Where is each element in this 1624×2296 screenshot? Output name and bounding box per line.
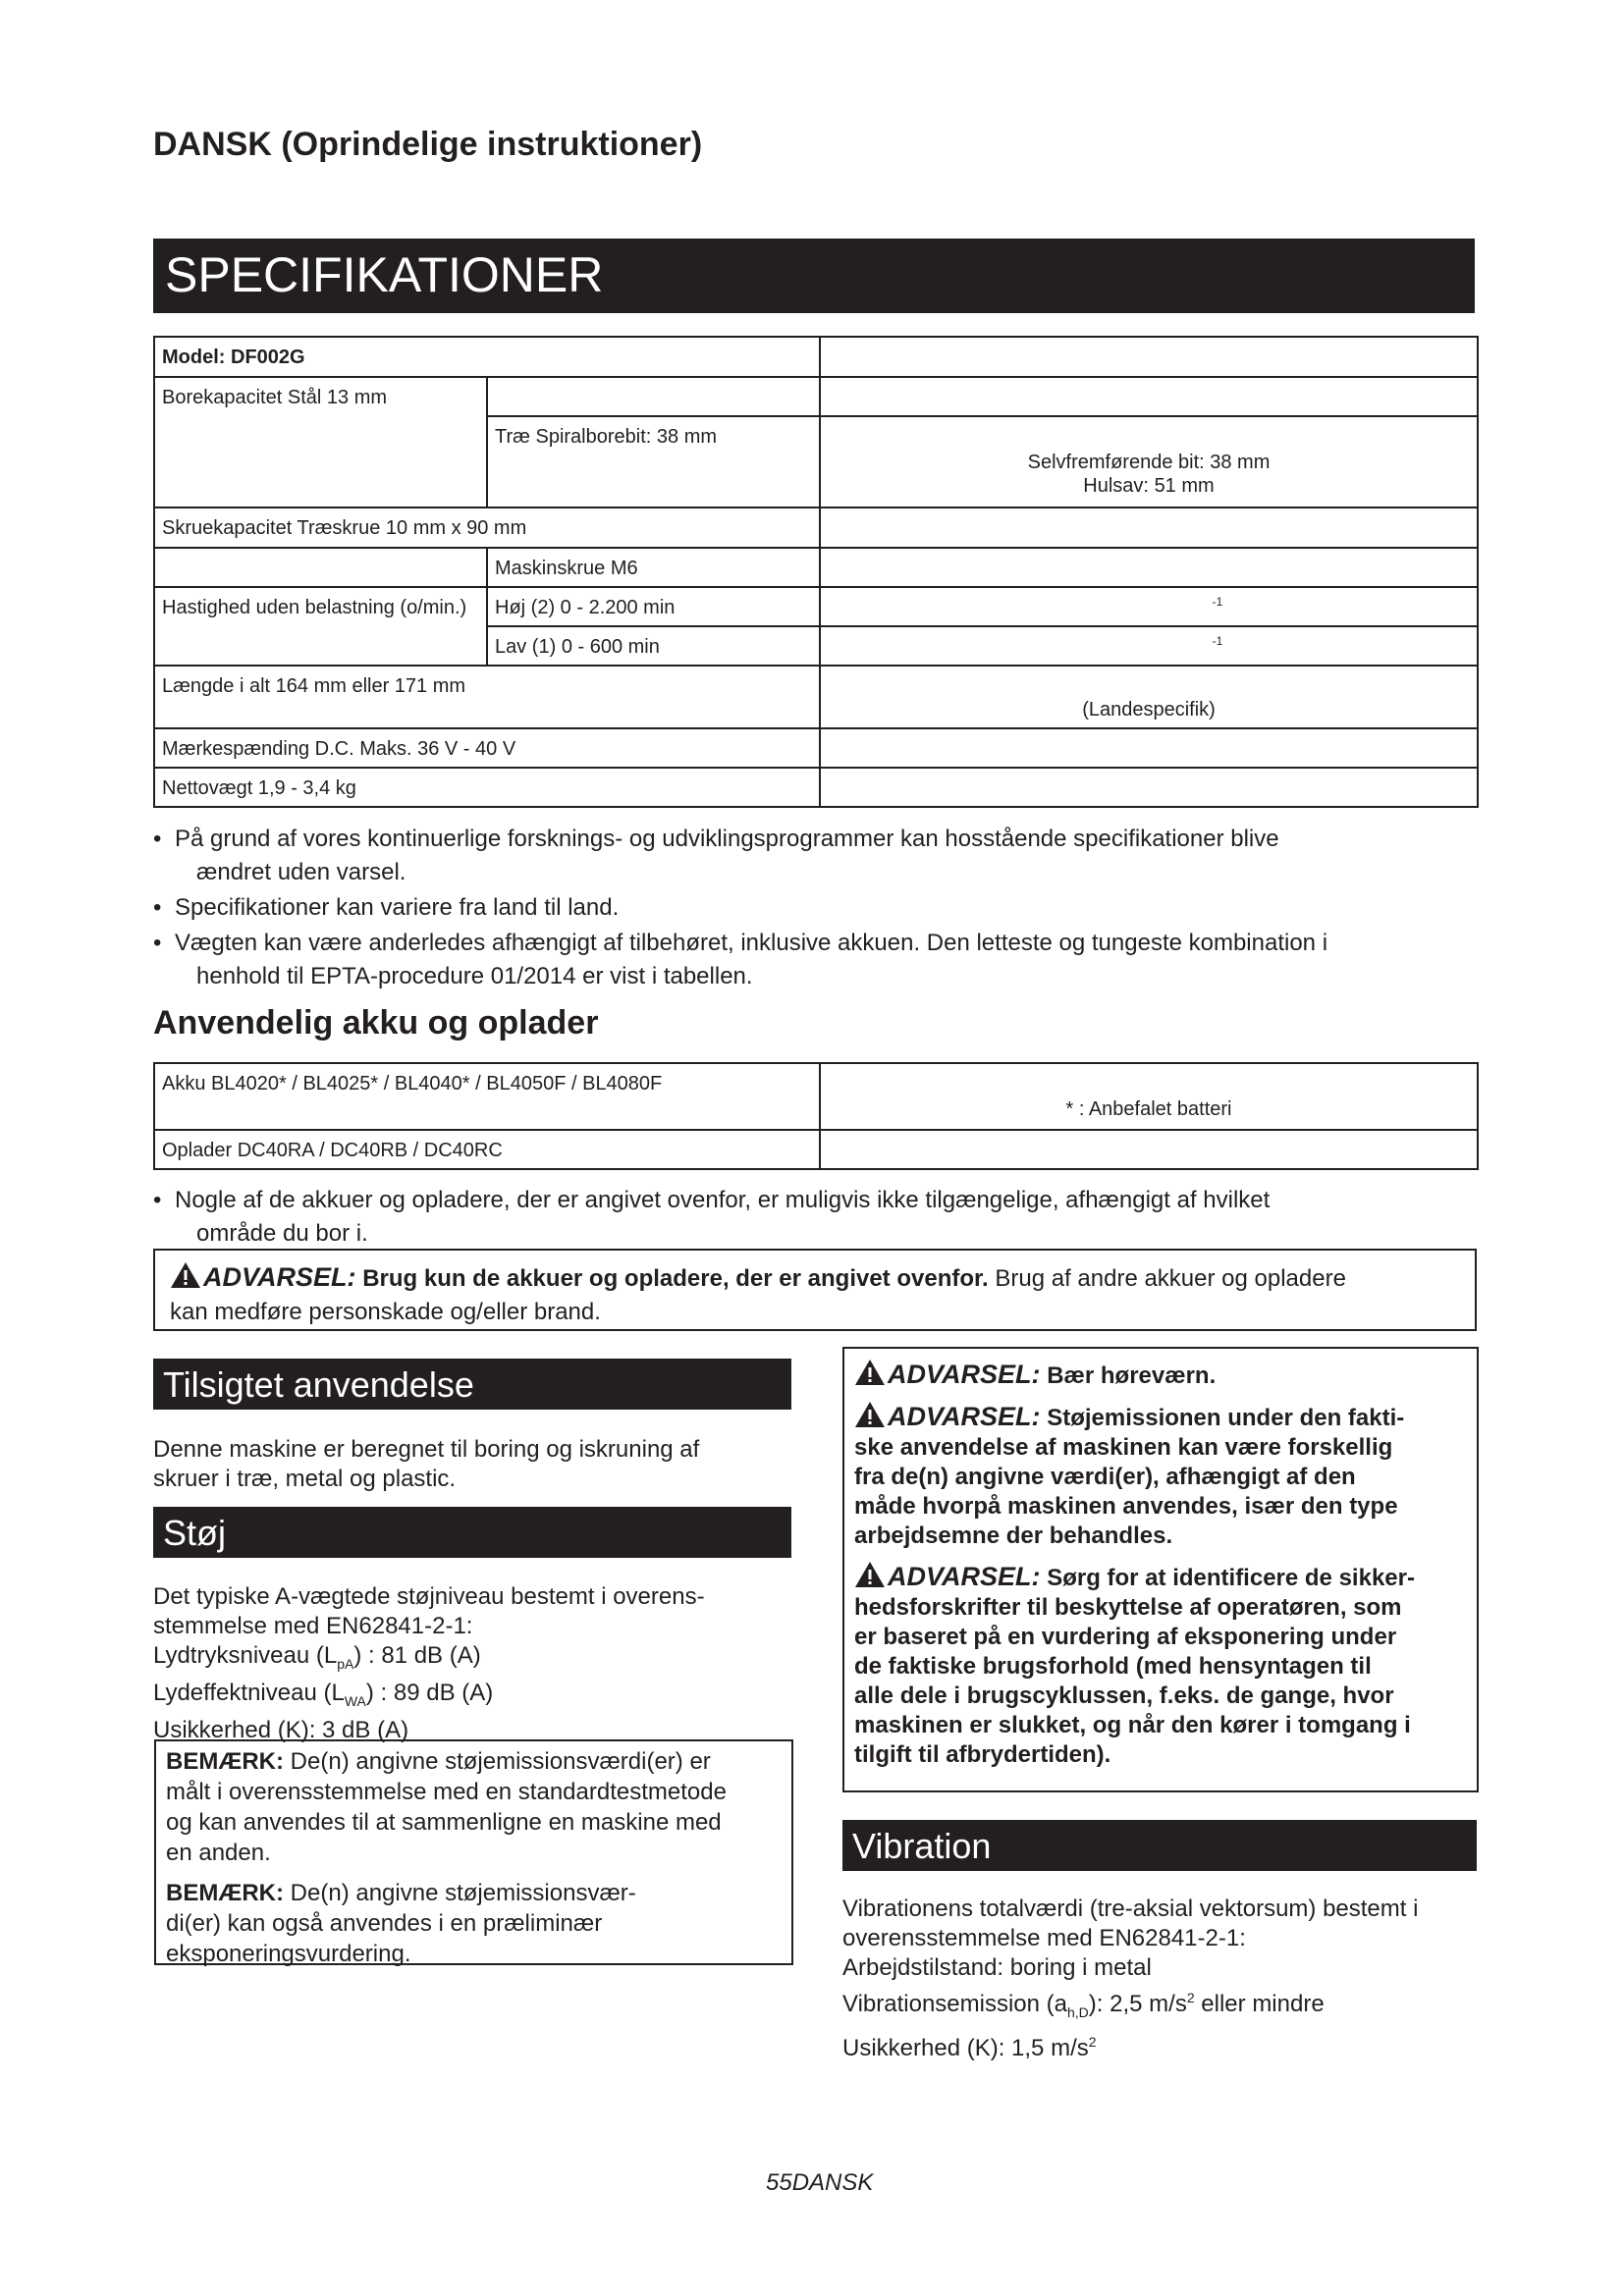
weight-row: Nettovægt 1,9 - 3,4 kg [154, 768, 820, 807]
model-value: DF002G [231, 347, 305, 368]
sound-power-level: Lydeffektniveau $(L_{WA})$ : 89 dB (A) [153, 1679, 494, 1709]
specifications-heading-bar [153, 239, 1475, 313]
intended-use-heading-bar [153, 1359, 791, 1410]
intended-use-heading: Tilsigtet anvendelse [163, 1364, 474, 1405]
drill-wood-values: Selvfremførende bit: 38 mm Hulsav: 51 mm [820, 416, 1478, 507]
drill-capacity-label: Borekapacitet Stål 13 mm [154, 377, 487, 507]
page-number: 55 [766, 2169, 792, 2196]
battery-warning-box: ADVARSEL: Brug kun de akkuer og opladere, der er angivet ovenfor. Brug af andre akkuer og opladere kan medføre personskade og/eller brand. [153, 1249, 1477, 1331]
akku-cell: Akku BL4020* / BL4025* / BL4040* / BL4050F / BL4080F [154, 1063, 820, 1130]
length-row: Længde i alt 164 mm eller 171 mm [154, 666, 820, 728]
screw-wood-row: Skruekapacitet Træskrue 10 mm x 90 mm [154, 507, 820, 548]
vibration-heading-bar [842, 1820, 1477, 1871]
warning-triangle-icon [854, 1401, 886, 1428]
list-item: • På grund af vores kontinuerlige forsknings- og udviklingsprogrammer kan hosstående specifikationer blive ændret uden varsel. [153, 823, 1479, 889]
battery-table [153, 1062, 1479, 1170]
list-item: • Vægten kan være anderledes afhængigt af tilbehøret, inklusive akkuen. Den letteste og tungeste kombination i henhold til EPTA-procedure 01/2014 er vist i tabellen. [153, 927, 1479, 993]
vibration-emission: Vibrationsemission $(a_{h,D})$: 2,5 $m/s^2$ eller mindre [842, 1990, 1325, 2020]
warning-triangle-icon [854, 1561, 886, 1588]
noise-warnings-box [842, 1347, 1479, 1792]
noise-heading-bar [153, 1507, 791, 1558]
model-row: Model: DF002G [154, 337, 820, 377]
length-note: (Landespecifik) [820, 666, 1478, 728]
screw-machine-cell: Maskinskrue M6 [487, 548, 820, 587]
list-item: • Nogle af de akkuer og opladere, der er angivet ovenfor, er muligvis ikke tilgængelige, afhængigt af hvilket område du bor i. [153, 1184, 1479, 1251]
akku-note: * : Anbefalet batteri [820, 1063, 1478, 1130]
battery-notes [153, 1184, 1479, 1251]
page-footer: 55DANSK [766, 2169, 874, 2196]
vibration-uncertainty: Usikkerhed (K): 1,5 $m/s^2$ [842, 2033, 1097, 2061]
warning-noise-emission: ADVARSEL: Støjemissionen under den fakti- ske anvendelse af maskinen kan være forskellig fra de(n) angivne værdi(er), afhængigt af den måde hvorpå maskinen anvendes, især den type arbejdsemne der behandles. [854, 1402, 1405, 1549]
vibration-heading: Vibration [852, 1826, 992, 1866]
warning-hearing: ADVARSEL: Bær høreværn. [854, 1359, 1467, 1391]
sound-pressure-level: Lydtryksniveau $(L_{pA})$ : 81 dB (A) [153, 1642, 481, 1672]
vibration-work-mode: Arbejdstilstand: boring i metal [842, 1954, 1152, 1981]
speed-low-cell: Lav (1) 0 - 600 min [487, 626, 820, 666]
battery-heading: Anvendelig akku og oplader [153, 1004, 599, 1041]
warning-triangle-icon [854, 1359, 886, 1386]
warning-triangle-icon [170, 1261, 201, 1289]
speed-high-cell: Høj (2) 0 - 2.200 min [487, 587, 820, 626]
specifications-heading: SPECIFIKATIONER [165, 247, 604, 302]
speed-label: Hastighed uden belastning (o/min.) [154, 587, 487, 666]
specifications-table: Model: DF002G Borekapacitet Stål 13 mm Træ Spiralborebit: 38 mm Selvfremførende bit: 38 mm Hulsav: 51 mm Skruekapacitet Træskrue 10 mm x 90 mm Maskinskrue M6 Hastighed uden belastning (o/min.) Høj (2) 0 - 2.200 min -1 Lav (1) 0 - 600 min -1 Længde i alt 164 mm eller 171 mm (Landespecifik) Mærkespænding D.C. Maks. 36 V - 40 V Nettovægt 1,9 - 3,4 kg [153, 336, 1479, 808]
specifications-notes [153, 823, 1479, 993]
noise-uncertainty: Usikkerhed (K): 3 dB (A) [153, 1716, 409, 1743]
vibration-text: Vibrationens totalværdi (tre-aksial vektorsum) bestemt i overensstemmelse med EN62841-2-1: Arbejdstilstand: boring i metal Vibrationsemission $(a_{h,D})$: 2,5 $m/s^2$ eller mindre Usikkerhed (K): 1,5 $m/s^2$ [842, 1895, 1481, 2063]
list-item: • Specifikationer kan variere fra land til land. [153, 891, 1479, 925]
noise-note-box: BEMÆRK: De(n) angivne støjemissionsværdi(er) er målt i overensstemmelse med en standardtestmetode og kan anvendes til at sammenligne en maskine med en anden. BEMÆRK: De(n) angivne støjemissionsvær- di(er) kan også anvendes i en præliminær eksponeringsvurdering. [154, 1739, 793, 1965]
noise-text: Det typiske A-vægtede støjniveau bestemt i overens- stemmelse med EN62841-2-1: Lydtryksniveau $(L_{pA})$ : 81 dB (A) Lydeffektniveau $(L_{WA})$ : 89 dB (A) Usikkerhed (K): 3 dB (A) [153, 1582, 801, 1745]
page-language-title: DANSK (Oprindelige instruktioner) [153, 126, 703, 163]
voltage-row: Mærkespænding D.C. Maks. 36 V - 40 V [154, 728, 820, 768]
charger-cell: Oplader DC40RA / DC40RB / DC40RC [154, 1130, 820, 1169]
drill-wood-cell: Træ Spiralborebit: 38 mm [487, 416, 820, 507]
intended-use-text: Denne maskine er beregnet til boring og iskruning af skruer i træ, metal og plastic. [153, 1436, 700, 1492]
noise-heading: Støj [163, 1513, 227, 1553]
warning-safety-measures: ADVARSEL: Sørg for at identificere de sikker- hedsforskrifter til beskyttelse af operatøren, som er baseret på en vurdering af eksponering under de faktiske brugsforhold (med hensyntagen til alle dele i brugscyklussen, f.eks. de gange, hvor maskinen er slukket, og når den kører i tomgang i tilgift til afbrydertiden). [854, 1562, 1415, 1768]
